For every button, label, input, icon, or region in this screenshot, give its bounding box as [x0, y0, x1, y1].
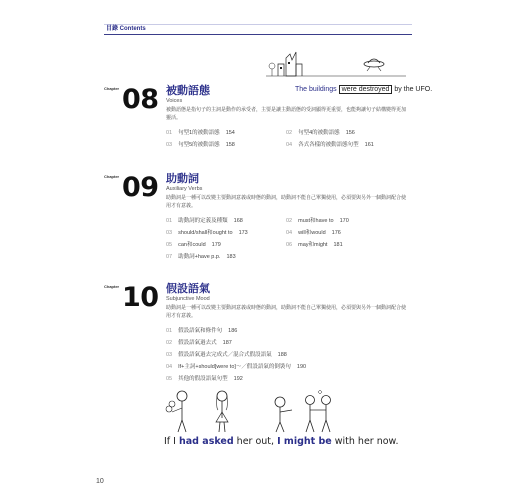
list-item[interactable]: 03 句型5的被動語態 158	[166, 142, 235, 148]
chapter-label: Chapter	[104, 284, 120, 289]
list-item[interactable]: 04 各式各樣的被動語態句型 161	[286, 142, 374, 148]
list-item[interactable]: 01 假設語氣和條件句 186	[166, 328, 238, 334]
chapter-number: 09	[122, 172, 159, 203]
caption-part-1: The buildings	[295, 86, 337, 93]
chapter-title: 假設語氣	[166, 283, 210, 295]
chapter-subtitle: Voices	[166, 98, 183, 104]
list-item[interactable]: 03 should/shall和ought to 173	[166, 230, 248, 236]
list-item[interactable]: 02 假設語氣過去式 187	[166, 340, 232, 346]
chapter-number: 08	[122, 84, 159, 115]
list-item[interactable]: 05 can和could 179	[166, 242, 221, 248]
list-item[interactable]: 06 may和might 181	[286, 242, 343, 248]
list-item[interactable]: 01 句型1的被動語態 154	[166, 130, 235, 136]
list-item[interactable]: 03 假設語氣過去完成式／混合式假設語氣 188	[166, 352, 287, 358]
list-item[interactable]: 01 助動詞的定義及種類 168	[166, 218, 243, 224]
chapter-description: 被動語態是指句子的主詞是動作的承受者，主要是讓主動語態的受詞顯得更重要，也能夠讓句子結構變得更加靈活。	[166, 107, 407, 121]
list-item[interactable]: 07 助動詞+have p.p. 183	[166, 254, 236, 260]
example-sentence: If I had asked her out, I might be with her now.	[164, 436, 399, 447]
chapter-title: 被動語態	[166, 85, 210, 97]
chapter-label: Chapter	[104, 174, 120, 179]
caption-part-2: were destroyed	[339, 85, 393, 94]
list-item[interactable]: 02 句型4的被動語態 156	[286, 130, 355, 136]
chapter-label: Chapter	[104, 86, 120, 91]
chapter-subtitle: Auxiliary Verbs	[166, 186, 203, 192]
chapter-title: 助動詞	[166, 173, 199, 185]
ufo-caption	[295, 86, 432, 93]
chapter-number: 10	[122, 282, 159, 313]
page-number: 10	[96, 478, 104, 485]
caption-part-3: by the UFO.	[394, 86, 433, 93]
subjunctive-illustration	[160, 386, 360, 436]
list-item[interactable]: 04 If+主詞+should[were to]～／假設語氣的倒裝句 190	[166, 364, 307, 370]
chapter-subtitle: Subjunctive Mood	[166, 296, 210, 302]
list-item[interactable]: 02 must和have to 170	[286, 218, 349, 224]
contents-title: 目錄 Contents	[106, 26, 146, 32]
list-item[interactable]: 04 will和would 176	[286, 230, 341, 236]
chapter-description: 助動詞是一種可以改變主要動詞意義或時態的動詞，助動詞不能自己單獨使用，必須要與另外一個動詞配合使用才有意義。	[166, 305, 407, 319]
list-item[interactable]: 05 其他的假設語氣句型 192	[166, 376, 243, 382]
chapter-description: 助動詞是一種可以改變主要動詞意義或時態的動詞，助動詞不能自己單獨使用，必須要與另外一個動詞配合使用才有意義。	[166, 195, 407, 209]
